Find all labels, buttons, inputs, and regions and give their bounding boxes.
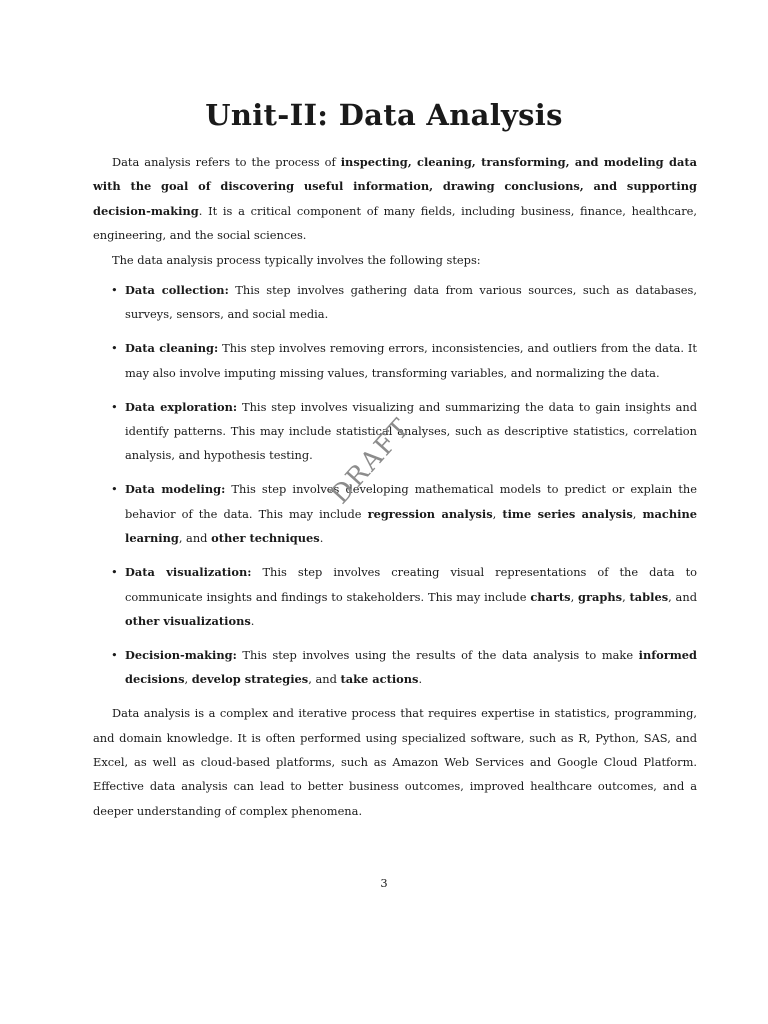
step-text: This step involves using the results of the data analysis to make [236, 647, 639, 662]
intro-paragraph [93, 150, 697, 248]
step-label: Data cleaning: [125, 341, 219, 356]
step-term: other techniques [211, 531, 320, 546]
step-label: Data exploration: [125, 399, 238, 414]
document-body [93, 150, 697, 823]
step-term: graphs [578, 589, 623, 604]
step-text: This step involves removing errors, inconsistencies, and outliers from the data. It may also involve imputing missing values, transforming variables, and normalizing the data. [125, 341, 697, 380]
closing-paragraph: Data analysis is a complex and iterative process that requires expertise in statistics, programming, and domain knowledge. It is often performed using specialized software, such as R, Python, SAS, and Excel, as well as cloud-based platforms, such as Amazon Web Services and Google Cloud Platform. Effective data analysis can lead to better business outcomes, improved healthcare outcomes, and a deeper understanding of complex phenomena. [93, 706, 697, 818]
bullet-icon: • [111, 399, 118, 414]
step-term: informed decisions [125, 647, 697, 687]
step-text: This step involves developing mathematical models to predict or explain the behavior of the data. This may include [125, 482, 697, 521]
separator: . [418, 672, 423, 687]
step-term: develop strategies [191, 672, 309, 687]
bullet-icon: • [111, 283, 118, 298]
step-text: This step involves creating visual representations of the data to communicate insights and findings to stakeholders. This may include [125, 565, 698, 604]
intro-text-2: . It is a critical component of many fields, including business, finance, healthcare, engineering, and the social sciences. [93, 203, 697, 243]
step-term: regression analysis [367, 506, 493, 521]
step-term: take actions [340, 672, 419, 687]
intro-bold: inspecting, cleaning, transforming, and modeling data with the goal of discovering useful information, drawing conclusions, and supporting decision-making [93, 155, 697, 218]
steps-intro: The data analysis process typically involves the following steps: [112, 252, 481, 267]
intro-text-1: Data analysis refers to the process of [112, 155, 341, 169]
step-label: Data visualization: [125, 565, 252, 580]
separator: , [184, 672, 192, 687]
bullet-icon: • [111, 647, 118, 662]
step-term: machine learning [125, 506, 697, 546]
separator: , [492, 506, 503, 521]
separator: , and [668, 589, 697, 604]
step-label: Decision-making: [125, 647, 237, 662]
draft-watermark: DRAFT [325, 412, 418, 511]
step-term: other visualizations [125, 613, 251, 628]
separator: , [622, 589, 630, 604]
separator: . [250, 613, 255, 628]
step-label: Data modeling: [125, 482, 226, 497]
step-text: This step involves visualizing and summarizing the data to gain insights and identify patterns. This may include statistical analyses, such as descriptive statistics, correlation analysis, and hypothesis testing. [125, 399, 697, 463]
step-text: This step involves gathering data from various sources, such as databases, surveys, sensors, and social media. [125, 283, 697, 322]
bullet-icon: • [111, 565, 118, 580]
step-term: tables [629, 589, 669, 604]
separator: , and [178, 531, 212, 546]
list-item [111, 336, 697, 385]
list-item [111, 477, 697, 550]
separator: . [319, 531, 324, 546]
page-title: Unit-II: Data Analysis [205, 98, 563, 132]
list-item [111, 560, 698, 633]
separator: , [570, 589, 579, 604]
page-number: 3 [380, 876, 388, 890]
bullet-icon: • [111, 482, 118, 497]
steps-list [93, 278, 697, 692]
step-term: time series analysis [502, 506, 633, 521]
step-label: Data collection: [125, 283, 229, 298]
step-term: charts [530, 589, 571, 604]
bullet-icon: • [111, 341, 118, 356]
list-item [111, 278, 697, 327]
separator: , [632, 506, 643, 521]
separator: , and [308, 672, 341, 687]
list-item [111, 643, 697, 692]
